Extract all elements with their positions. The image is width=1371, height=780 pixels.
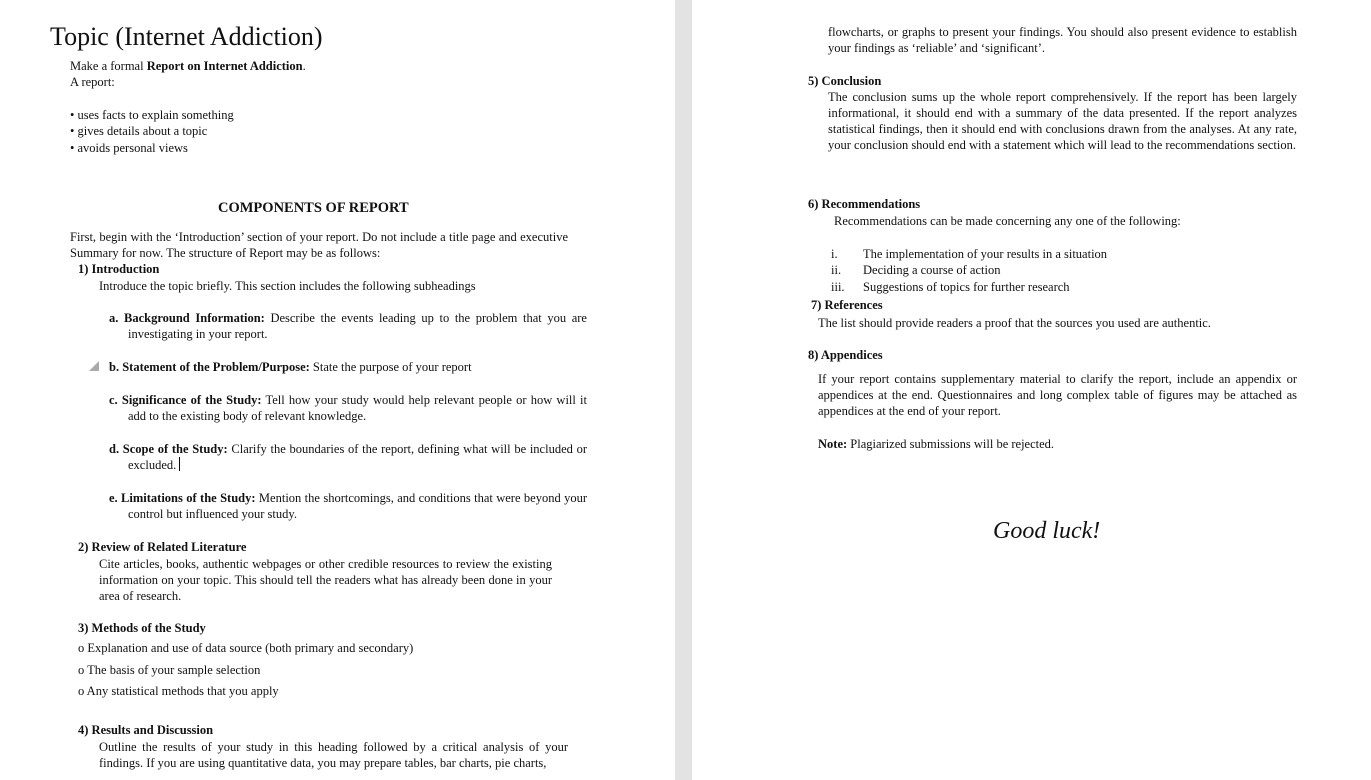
subheading-statement (109, 359, 568, 375)
intro-suffix: . (302, 59, 306, 73)
review-text: Cite articles, books, authentic webpages or other credible resources to review the existing information on your topic. This should tell the readers what has already been done in your area of research. (99, 557, 552, 603)
first-paragraph: First, begin with the ‘Introduction’ section of your report. Do not include a title page and executive Summary for now. The structure of Report may be as follows: (70, 230, 568, 260)
note-text: Plagiarized submissions will be rejected. (847, 437, 1055, 451)
components-heading: COMPONENTS OF REPORT (218, 200, 409, 216)
conclusion-text: The conclusion sums up the whole report comprehensively. If the report has been largely informational, it should end with a summary of the data presented. If the report analyzes statistical findings, then it should end with conclusions drawn from the analyses. At any rate, your conclusion should end with a statement which will lead to the recommendations section. (828, 90, 1297, 152)
good-luck-text: Good luck! (993, 518, 1101, 544)
bullet-item: • gives details about a topic (70, 124, 208, 138)
subheading-label: d. Scope of the Study: (109, 442, 228, 456)
text-cursor (179, 457, 180, 471)
references-text: The list should provide readers a proof that the sources you used are authentic. (818, 316, 1211, 330)
subheading-limitations (109, 490, 587, 522)
note-line (818, 436, 1054, 452)
note-label: Note: (818, 437, 848, 451)
subheading-label: c. Significance of the Study: (109, 393, 262, 407)
results-heading: 4) Results and Discussion (78, 723, 214, 737)
subheading-label: a. Background Information: (109, 311, 265, 325)
methods-item: o Explanation and use of data source (both primary and secondary) (78, 641, 414, 655)
subheading-text: Mention the shortcomings, and conditions that were beyond your control but influenced your study. (128, 491, 588, 521)
subheading-text: Describe the events leading up to the problem that you are investigating in your report. (128, 311, 587, 341)
rec-item-number: ii. (831, 263, 842, 277)
intro-prefix: Make a formal (70, 59, 147, 73)
results-continued-text: flowcharts, or graphs to present your findings. You should also present evidence to establish your findings as ‘reliable’ and ‘significant’. (828, 25, 1297, 55)
page-gutter (675, 0, 692, 780)
intro-line (70, 58, 306, 74)
rec-item-text: The implementation of your results in a situation (863, 247, 1108, 261)
subheading-significance (109, 392, 587, 424)
subheading-background (109, 310, 587, 342)
review-heading: 2) Review of Related Literature (78, 540, 247, 554)
appendices-text: If your report contains supplementary material to clarify the report, include an appendix or appendices at the end. Questionnaires and long complex table of figures may be attached as appendices at the end of your report. (818, 372, 1297, 418)
document-page-2[interactable] (692, 0, 1371, 780)
document-title: Topic (Internet Addiction) (50, 22, 323, 51)
intro-bold: Report on Internet Addiction (146, 59, 303, 73)
recommendations-text: Recommendations can be made concerning any one of the following: (834, 214, 1181, 228)
results-text: Outline the results of your study in this heading followed by a critical analysis of your findings. If you are using quantitative data, you may prepare tables, bar charts, pie charts, (99, 740, 568, 770)
recommendations-heading: 6) Recommendations (808, 197, 921, 211)
methods-item: o Any statistical methods that you apply (78, 684, 279, 698)
subheading-scope (109, 441, 587, 473)
subheading-label: e. Limitations of the Study: (109, 491, 256, 505)
references-heading: 7) References (811, 298, 883, 312)
introduction-heading: 1) Introduction (78, 262, 160, 276)
methods-item: o The basis of your sample selection (78, 663, 261, 677)
methods-heading: 3) Methods of the Study (78, 621, 206, 635)
subheading-text: State the purpose of your report (309, 360, 472, 374)
subheading-text: Tell how your study would help relevant people or how will it add to the existing body of relevant knowledge. (128, 393, 587, 423)
rec-item-text: Suggestions of topics for further research (863, 280, 1070, 294)
collapse-triangle-icon[interactable] (89, 361, 99, 371)
rec-item-number: i. (831, 247, 838, 261)
bullet-item: • uses facts to explain something (70, 108, 234, 122)
subheading-text: Clarify the boundaries of the report, defining what will be included or excluded. (128, 442, 587, 472)
subheading-label: b. Statement of the Problem/Purpose: (109, 360, 310, 374)
appendices-heading: 8) Appendices (808, 348, 883, 362)
document-page-1[interactable] (0, 0, 675, 780)
rec-item-number: iii. (831, 280, 845, 294)
introduction-text: Introduce the topic briefly. This section includes the following subheadings (99, 279, 476, 293)
rec-item-text: Deciding a course of action (863, 263, 1001, 277)
conclusion-heading: 5) Conclusion (808, 74, 882, 88)
bullet-item: • avoids personal views (70, 141, 188, 155)
a-report-label: A report: (70, 75, 115, 89)
